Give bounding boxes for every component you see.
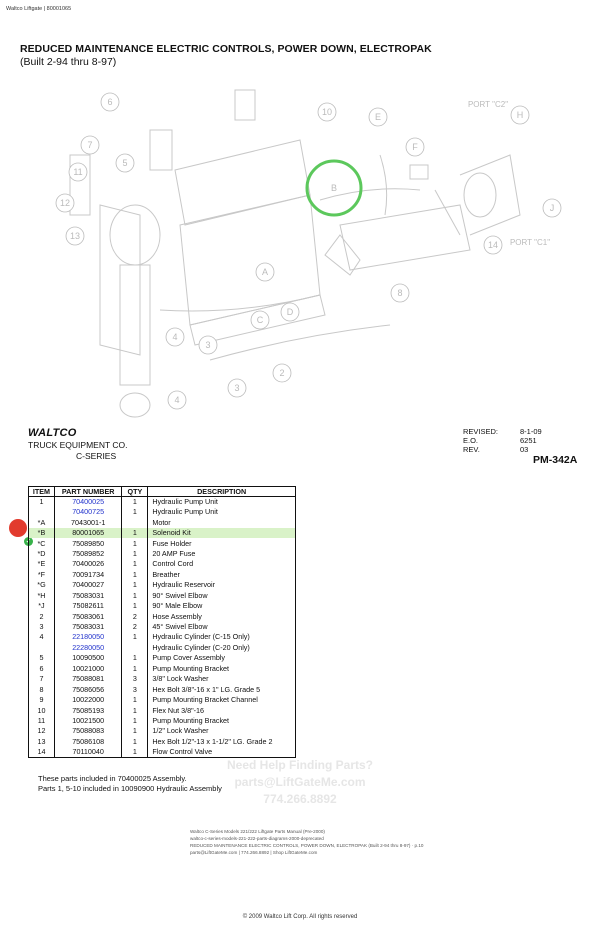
cell-part-number: 10022000	[54, 695, 122, 705]
cell-description: 45° Swivel Elbow	[148, 622, 296, 632]
table-row	[29, 705, 296, 715]
cell-item	[29, 507, 55, 517]
cell-qty: 1	[122, 705, 148, 715]
table-row	[29, 507, 296, 517]
cell-qty: 1	[122, 632, 148, 642]
col-qty-header: QTY	[122, 487, 148, 497]
cell-qty: 1	[122, 716, 148, 726]
port-c1-label: PORT "C1"	[509, 238, 551, 247]
cell-qty: 1	[122, 497, 148, 508]
cell-qty: 1	[122, 528, 148, 538]
cell-description: Fuse Holder	[148, 538, 296, 548]
cell-part-number: 70400027	[54, 580, 122, 590]
cell-part-number: 10021500	[54, 716, 122, 726]
callout-d: D	[286, 307, 294, 317]
cell-item: 14	[29, 747, 55, 758]
callout-b: B	[330, 183, 338, 193]
cell-description: Pump Mounting Bracket Channel	[148, 695, 296, 705]
cell-qty: 1	[122, 664, 148, 674]
cell-item: *H	[29, 591, 55, 601]
cell-part-number: 75083031	[54, 622, 122, 632]
callout-5: 5	[122, 158, 128, 168]
page-subtitle: (Built 2-94 thru 8-97)	[20, 56, 117, 68]
cell-qty: 1	[122, 538, 148, 548]
cell-item: 7	[29, 674, 55, 684]
callout-f: F	[412, 142, 418, 152]
cell-description: Pump Cover Assembly	[148, 653, 296, 663]
cell-part-number: 10090500	[54, 653, 122, 663]
table-row	[29, 664, 296, 674]
copyright: © 2009 Waltco Lift Corp. All rights reserved	[242, 914, 358, 920]
table-row	[29, 747, 296, 758]
cell-description: Hex Bolt 1/2"-13 x 1-1/2" LG. Grade 2	[148, 737, 296, 747]
cell-qty: 1	[122, 601, 148, 611]
table-row	[29, 559, 296, 569]
table-row	[29, 549, 296, 559]
cell-qty: 2	[122, 611, 148, 621]
check-circle-icon[interactable]: ✓	[25, 538, 32, 545]
callout-a: A	[261, 267, 269, 277]
cell-item: 12	[29, 726, 55, 736]
cell-part-number: 75086108	[54, 737, 122, 747]
cell-part-number[interactable]: 22180050	[54, 632, 122, 642]
eo-value: 6251	[520, 436, 537, 445]
revised-label: REVISED:	[463, 427, 499, 436]
table-row	[29, 622, 296, 632]
table-row	[29, 517, 296, 527]
cell-part-number: 70400026	[54, 559, 122, 569]
cell-description: Pump Mounting Bracket	[148, 664, 296, 674]
company-logo: WALTCO	[28, 427, 77, 439]
cell-qty: 1	[122, 580, 148, 590]
note-line-2: Parts 1, 5-10 included in 10090900 Hydraulic Assembly	[38, 784, 222, 793]
cell-qty: 1	[122, 653, 148, 663]
cell-description: Hose Assembly	[148, 611, 296, 621]
table-row	[29, 737, 296, 747]
table-row	[29, 528, 296, 538]
cell-qty: 1	[122, 591, 148, 601]
cell-part-number: 75082611	[54, 601, 122, 611]
cell-part-number[interactable]: 70400725	[54, 507, 122, 517]
cell-item: 4	[29, 632, 55, 642]
cell-part-number: 75089850	[54, 538, 122, 548]
parts-table-body	[29, 497, 296, 758]
footer-line-3: REDUCED MAINTENANCE ELECTRIC CONTROLS, POWER DOWN, ELECTROPAK (Built 2-94 thru 8-97) · p.10	[190, 843, 424, 848]
table-row	[29, 674, 296, 684]
callout-e: E	[374, 112, 382, 122]
callout-12: 12	[59, 198, 71, 208]
cell-description: 3/8" Lock Washer	[148, 674, 296, 684]
cell-part-number: 75085193	[54, 705, 122, 715]
cell-part-number: 75088081	[54, 674, 122, 684]
cell-item: 6	[29, 664, 55, 674]
watermark-line-2: parts@LiftGateMe.com	[234, 775, 366, 789]
cell-part-number: 75083061	[54, 611, 122, 621]
table-row	[29, 538, 296, 548]
cell-qty: 1	[122, 737, 148, 747]
cell-description: Solenoid Kit	[148, 528, 296, 538]
cell-item: *A	[29, 517, 55, 527]
table-row	[29, 611, 296, 621]
cell-part-number[interactable]: 70400025	[54, 497, 122, 508]
cell-item: 10	[29, 705, 55, 715]
cell-qty: 1	[122, 570, 148, 580]
cell-qty: 3	[122, 684, 148, 694]
cell-description: Motor	[148, 517, 296, 527]
cell-qty: 1	[122, 559, 148, 569]
table-row	[29, 695, 296, 705]
note-line-1: These parts included in 70400025 Assembly.	[38, 774, 187, 783]
cell-item: 11	[29, 716, 55, 726]
cell-item: *F	[29, 570, 55, 580]
cell-item: *C	[29, 538, 55, 548]
cell-part-number: 75083031	[54, 591, 122, 601]
cell-item: *B	[29, 528, 55, 538]
cell-qty: 1	[122, 695, 148, 705]
cell-qty	[122, 517, 148, 527]
callout-10: 10	[321, 107, 333, 117]
cell-description: 90° Swivel Elbow	[148, 591, 296, 601]
parts-diagram	[40, 75, 580, 420]
callout-3: 3	[205, 340, 211, 350]
callout-6: 6	[107, 97, 113, 107]
cell-part-number: 70110040	[54, 747, 122, 758]
cell-qty: 3	[122, 674, 148, 684]
watermark-line-3: 774.266.8892	[263, 792, 337, 806]
col-desc-header: DESCRIPTION	[148, 487, 296, 497]
cell-item: 13	[29, 737, 55, 747]
cell-description: Breather	[148, 570, 296, 580]
cell-part-number: 7043001-1	[54, 517, 122, 527]
table-row	[29, 632, 296, 642]
rev-value: 03	[520, 445, 529, 454]
cell-description: Flow Control Valve	[148, 747, 296, 758]
table-row	[29, 716, 296, 726]
cell-item: *D	[29, 549, 55, 559]
company-name: TRUCK EQUIPMENT CO.	[28, 440, 128, 450]
cell-item	[29, 643, 55, 653]
cell-part-number: 75089852	[54, 549, 122, 559]
parts-table	[28, 486, 296, 758]
callout-4b: 4	[174, 395, 180, 405]
table-row	[29, 643, 296, 653]
col-item-header: ITEM	[29, 487, 55, 497]
cell-item: *G	[29, 580, 55, 590]
cell-description: Pump Mounting Bracket	[148, 716, 296, 726]
table-header-row	[29, 487, 296, 497]
cell-description: Hydraulic Cylinder (C-15 Only)	[148, 632, 296, 642]
table-row	[29, 580, 296, 590]
product-series: C-SERIES	[76, 451, 117, 461]
table-row	[29, 601, 296, 611]
callout-11: 11	[73, 167, 83, 177]
cell-item: 8	[29, 684, 55, 694]
cell-item: 3	[29, 622, 55, 632]
table-row	[29, 591, 296, 601]
callout-c: C	[256, 315, 264, 325]
cell-qty: 1	[122, 747, 148, 758]
cell-item: 1	[29, 497, 55, 508]
header-breadcrumb: Waltco Liftgate | 80001065	[6, 6, 72, 12]
callout-h: H	[516, 110, 524, 120]
truck-badge-icon[interactable]	[9, 519, 27, 537]
cell-part-number: 75086056	[54, 684, 122, 694]
callout-7: 7	[87, 140, 93, 150]
cell-description: Flex Nut 3/8"-16	[148, 705, 296, 715]
eo-label: E.O.	[463, 436, 479, 445]
cell-item: *J	[29, 601, 55, 611]
table-row	[29, 726, 296, 736]
cell-description: 20 AMP Fuse	[148, 549, 296, 559]
cell-item: 9	[29, 695, 55, 705]
port-c2-label: PORT "C2"	[467, 100, 509, 109]
cell-description: 90° Male Elbow	[148, 601, 296, 611]
cell-item: 2	[29, 611, 55, 621]
table-row	[29, 684, 296, 694]
table-row	[29, 570, 296, 580]
page-code: PM-342A	[533, 454, 578, 466]
cell-qty	[122, 643, 148, 653]
table-row	[29, 653, 296, 663]
cell-part-number[interactable]: 22280050	[54, 643, 122, 653]
diagram-drawing	[70, 90, 520, 417]
cell-item: 5	[29, 653, 55, 663]
callout-2: 2	[279, 368, 285, 378]
callout-13: 13	[69, 231, 81, 241]
cell-item: *E	[29, 559, 55, 569]
callout-j: J	[549, 203, 555, 213]
cell-qty: 1	[122, 507, 148, 517]
cell-description: Hydraulic Reservoir	[148, 580, 296, 590]
page-title: REDUCED MAINTENANCE ELECTRIC CONTROLS, POWER DOWN, ELECTROPAK	[20, 43, 432, 55]
cell-part-number: 80001065	[54, 528, 122, 538]
cell-description: Hydraulic Pump Unit	[148, 507, 296, 517]
cell-part-number: 75088083	[54, 726, 122, 736]
watermark-line-1: Need Help Finding Parts?	[226, 758, 373, 772]
cell-description: 1/2" Lock Washer	[148, 726, 296, 736]
cell-qty: 2	[122, 622, 148, 632]
diagram-callouts	[56, 93, 561, 409]
callout-4: 4	[172, 332, 178, 342]
table-row	[29, 497, 296, 508]
revised-value: 8-1-09	[520, 427, 542, 436]
rev-label: REV.	[463, 445, 480, 454]
cell-description: Control Cord	[148, 559, 296, 569]
footer-line-4[interactable]: parts@LiftGateMe.com | 774.266.8892 | Shop LiftGateMe.com	[190, 850, 318, 855]
cell-part-number: 70091734	[54, 570, 122, 580]
cell-description: Hydraulic Cylinder (C-20 Only)	[148, 643, 296, 653]
cell-description: Hydraulic Pump Unit	[148, 497, 296, 508]
cell-part-number: 10021000	[54, 664, 122, 674]
callout-3b: 3	[234, 383, 240, 393]
cell-qty: 1	[122, 726, 148, 736]
col-part-header: PART NUMBER	[54, 487, 122, 497]
callout-8: 8	[397, 288, 403, 298]
cell-qty: 1	[122, 549, 148, 559]
callout-14: 14	[487, 240, 499, 250]
cell-description: Hex Bolt 3/8"-16 x 1" LG. Grade 5	[148, 684, 296, 694]
footer-line-2: waltco-c-series-models-221-222-parts-diagrams-2000-deprecated	[190, 836, 324, 841]
footer-line-1: Waltco C-Series Models 221/222 Liftgate Parts Manual (Pre-2000)	[190, 829, 325, 834]
